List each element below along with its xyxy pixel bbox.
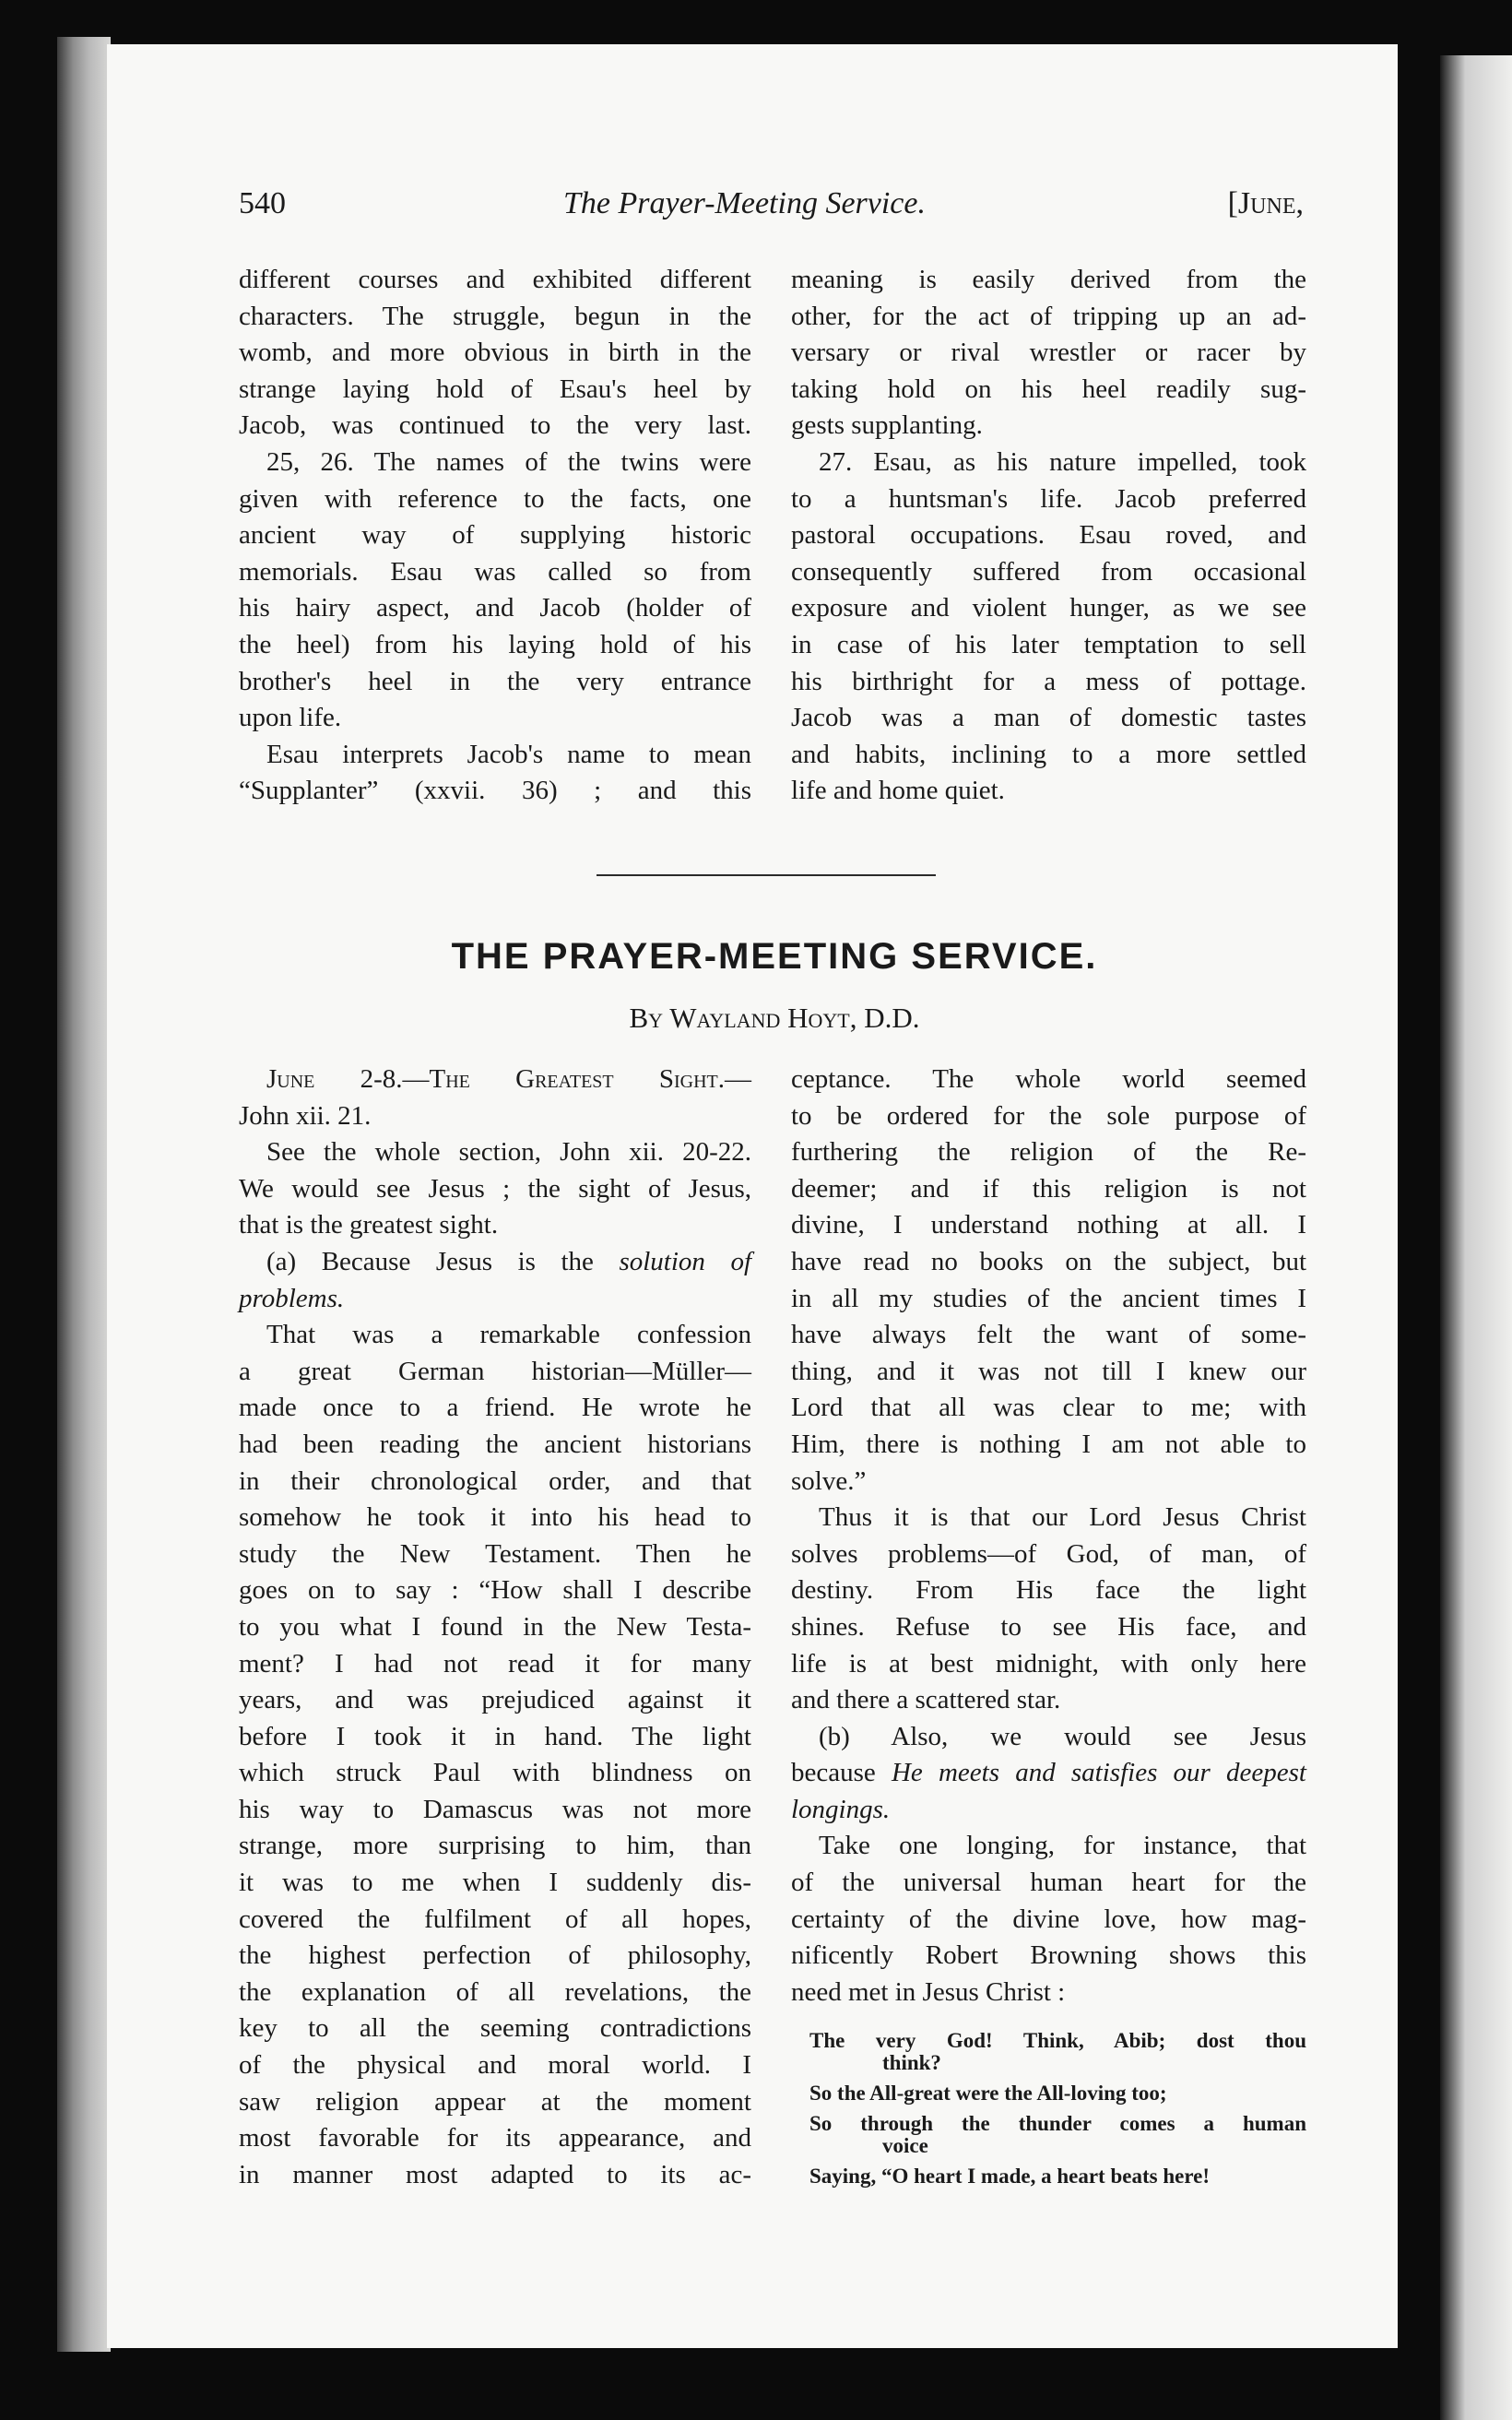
poem-quotation	[809, 2025, 1306, 2191]
text-line: Thus it is that our Lord Jesus Christ	[819, 1502, 1306, 1533]
adjacent-page-edge	[1440, 55, 1512, 2420]
text-line: years, and was prejudiced against it	[239, 1685, 751, 1715]
text-line: his way to Damascus was not more	[239, 1794, 751, 1824]
text-line: it was to me when I suddenly dis-	[239, 1868, 751, 1898]
text-line: deemer; and if this religion is not	[791, 1173, 1306, 1204]
text-line: which struck Paul with blindness on	[239, 1758, 751, 1788]
text-line: covered the fulfilment of all hopes,	[239, 1904, 751, 1934]
text-line: somehow he took it into his head to	[239, 1502, 751, 1533]
bottom-right-column	[791, 1062, 1306, 2011]
text-line: versary or rival wrestler or racer by	[791, 338, 1306, 368]
section-divider	[597, 874, 936, 876]
paragraph	[791, 1062, 1306, 1500]
poem-line: The very God! Think, Abib; dost thou	[809, 2029, 1306, 2052]
text-line: to a huntsman's life. Jacob preferred	[791, 483, 1306, 514]
text-line: other, for the act of tripping up an ad-	[791, 301, 1306, 331]
text-line: of the universal human heart for the	[791, 1868, 1306, 1898]
text-line: life and home quiet.	[791, 776, 1005, 806]
poem-line: So through the thunder comes a human	[809, 2112, 1306, 2135]
text-line: life is at best midnight, with only here	[791, 1648, 1306, 1679]
text-line: “Supplanter” (xxvii. 36) ; and this	[239, 776, 751, 806]
text-line: exposure and violent hunger, as we see	[791, 593, 1306, 623]
text-line: That was a remarkable confession	[266, 1320, 751, 1350]
text-line: See the whole section, John xii. 20-22.	[266, 1137, 751, 1168]
text-line: in manner most adapted to its ac-	[239, 2159, 751, 2189]
text-line: the highest perfection of philosophy,	[239, 1940, 751, 1971]
text-line	[239, 1062, 751, 1098]
text-line: the heel) from his laying hold of his	[239, 629, 751, 659]
text-line: in their chronological order, and that	[239, 1465, 751, 1496]
paragraph	[239, 1062, 751, 1134]
text-line: memorials. Esau was called so from	[239, 556, 751, 587]
text-span: because	[791, 1758, 892, 1788]
text-line: the explanation of all revelations, the	[239, 1976, 751, 2007]
text-line: saw religion appear at the moment	[239, 2086, 751, 2117]
paragraph	[239, 445, 751, 737]
text-line: nificently Robert Browning shows this	[791, 1940, 1306, 1971]
text-line: womb, and more obvious in birth in the	[239, 338, 751, 368]
text-line: certainty of the divine love, how mag-	[791, 1904, 1306, 1934]
text-line: and there a scattered star.	[791, 1685, 1061, 1715]
text-line: key to all the seeming contradictions	[239, 2013, 751, 2044]
text-line: given with reference to the facts, one	[239, 483, 751, 514]
running-month: [June,	[1227, 186, 1304, 220]
text-line: divine, I understand nothing at all. I	[791, 1210, 1306, 1240]
paragraph	[791, 1828, 1306, 2011]
poem-line: So the All-great were the All-loving too;	[809, 2082, 1167, 2105]
text-span: (a) Because Jesus is the	[266, 1246, 620, 1276]
text-line: Esau interprets Jacob's name to mean	[266, 739, 751, 769]
text-line	[791, 1792, 1306, 1829]
text-line: have read no books on the subject, but	[791, 1246, 1306, 1276]
small-caps-heading: June 2-8.—The Greatest Sight.—	[266, 1064, 751, 1094]
italic-text: longings.	[791, 1794, 891, 1824]
text-line: before I took it in hand. The light	[239, 1721, 751, 1751]
paragraph	[239, 1317, 751, 2193]
text-line: need met in Jesus Christ :	[791, 1976, 1066, 2007]
text-line: Lord that all was clear to me; with	[791, 1393, 1306, 1423]
paragraph	[791, 1719, 1306, 1829]
top-right-column	[791, 262, 1306, 810]
text-line: that is the greatest sight.	[239, 1210, 499, 1240]
page-edge-left	[57, 37, 111, 2352]
text-line: Him, there is nothing I am not able to	[791, 1429, 1306, 1459]
text-line: solves problems—of God, of man, of	[791, 1538, 1306, 1569]
paragraph	[791, 262, 1306, 445]
text-line: of the physical and moral world. I	[239, 2050, 751, 2081]
text-line: in case of his later temptation to sell	[791, 629, 1306, 659]
poem-line: Saying, “O heart I made, a heart beats here!	[809, 2165, 1210, 2188]
text-line: and habits, inclining to a more settled	[791, 739, 1306, 769]
text-line: different courses and exhibited different	[239, 265, 751, 294]
text-line: have always felt the want of some-	[791, 1320, 1306, 1350]
text-line: (b) Also, we would see Jesus	[819, 1721, 1306, 1751]
text-line: 27. Esau, as his nature impelled, took	[819, 446, 1306, 477]
text-line: ment? I had not read it for many	[239, 1648, 751, 1679]
text-line: Jacob, was continued to the very last.	[239, 410, 751, 441]
text-line: 25, 26. The names of the twins were	[266, 446, 751, 477]
text-line: in all my studies of the ancient times I	[791, 1283, 1306, 1313]
text-line: most favorable for its appearance, and	[239, 2123, 751, 2153]
poem-line: think?	[882, 2051, 941, 2074]
text-line: ceptance. The whole world seemed	[791, 1064, 1306, 1094]
running-title: The Prayer-Meeting Service.	[563, 186, 926, 220]
text-line: to you what I found in the New Testa-	[239, 1611, 751, 1642]
text-line: made once to a friend. He wrote he	[239, 1393, 751, 1423]
text-line: had been reading the ancient historians	[239, 1429, 751, 1459]
text-line: taking hold on his heel readily sug-	[791, 374, 1306, 404]
text-line: Jacob was a man of domestic tastes	[791, 703, 1306, 733]
text-line: furthering the religion of the Re-	[791, 1137, 1306, 1168]
text-line: characters. The struggle, begun in the	[239, 301, 751, 331]
italic-text: problems.	[239, 1283, 345, 1313]
italic-text: solution of	[619, 1246, 751, 1276]
text-line: brother's heel in the very entrance	[239, 666, 751, 696]
text-line	[239, 1281, 751, 1318]
text-line: solve.”	[791, 1465, 867, 1496]
text-line: consequently suffered from occasional	[791, 556, 1306, 587]
page-number: 540	[239, 186, 286, 220]
poem-line: voice	[882, 2134, 928, 2157]
text-line	[791, 1755, 1306, 1792]
text-line: strange, more surprising to him, than	[239, 1831, 751, 1861]
text-line: meaning is easily derived from the	[791, 265, 1306, 294]
text-line: his birthright for a mess of pottage.	[791, 666, 1306, 696]
italic-text: He meets and satisfies our deepest	[891, 1758, 1306, 1788]
text-line: strange laying hold of Esau's heel by	[239, 374, 751, 404]
paragraph	[239, 1134, 751, 1244]
paragraph	[791, 1500, 1306, 1719]
paragraph	[791, 445, 1306, 810]
text-line: his hairy aspect, and Jacob (holder of	[239, 593, 751, 623]
bottom-left-column	[239, 1062, 751, 2193]
paragraph	[239, 737, 751, 810]
text-line: gests supplanting.	[791, 410, 983, 441]
paragraph	[239, 262, 751, 445]
section-byline: By Wayland Hoyt, D.D.	[629, 1002, 920, 1034]
text-line: upon life.	[239, 703, 342, 733]
text-line: We would see Jesus ; the sight of Jesus,	[239, 1173, 751, 1204]
text-line: thing, and it was not till I knew our	[791, 1356, 1306, 1386]
section-title: THE PRAYER-MEETING SERVICE.	[451, 936, 1098, 977]
text-line: Take one longing, for instance, that	[819, 1831, 1306, 1861]
text-line: ancient way of supplying historic	[239, 520, 751, 551]
text-line	[239, 1244, 751, 1281]
text-line: to be ordered for the sole purpose of	[791, 1100, 1306, 1131]
paragraph	[239, 1244, 751, 1317]
text-line: study the New Testament. Then he	[239, 1538, 751, 1569]
text-line: a great German historian—Müller—	[239, 1356, 751, 1386]
top-left-column	[239, 262, 751, 810]
text-line: shines. Refuse to see His face, and	[791, 1611, 1306, 1642]
text-line: John xii. 21.	[239, 1100, 372, 1131]
text-line: goes on to say : “How shall I describe	[239, 1575, 751, 1606]
text-line: pastoral occupations. Esau roved, and	[791, 520, 1306, 551]
text-line: destiny. From His face the light	[791, 1575, 1306, 1606]
